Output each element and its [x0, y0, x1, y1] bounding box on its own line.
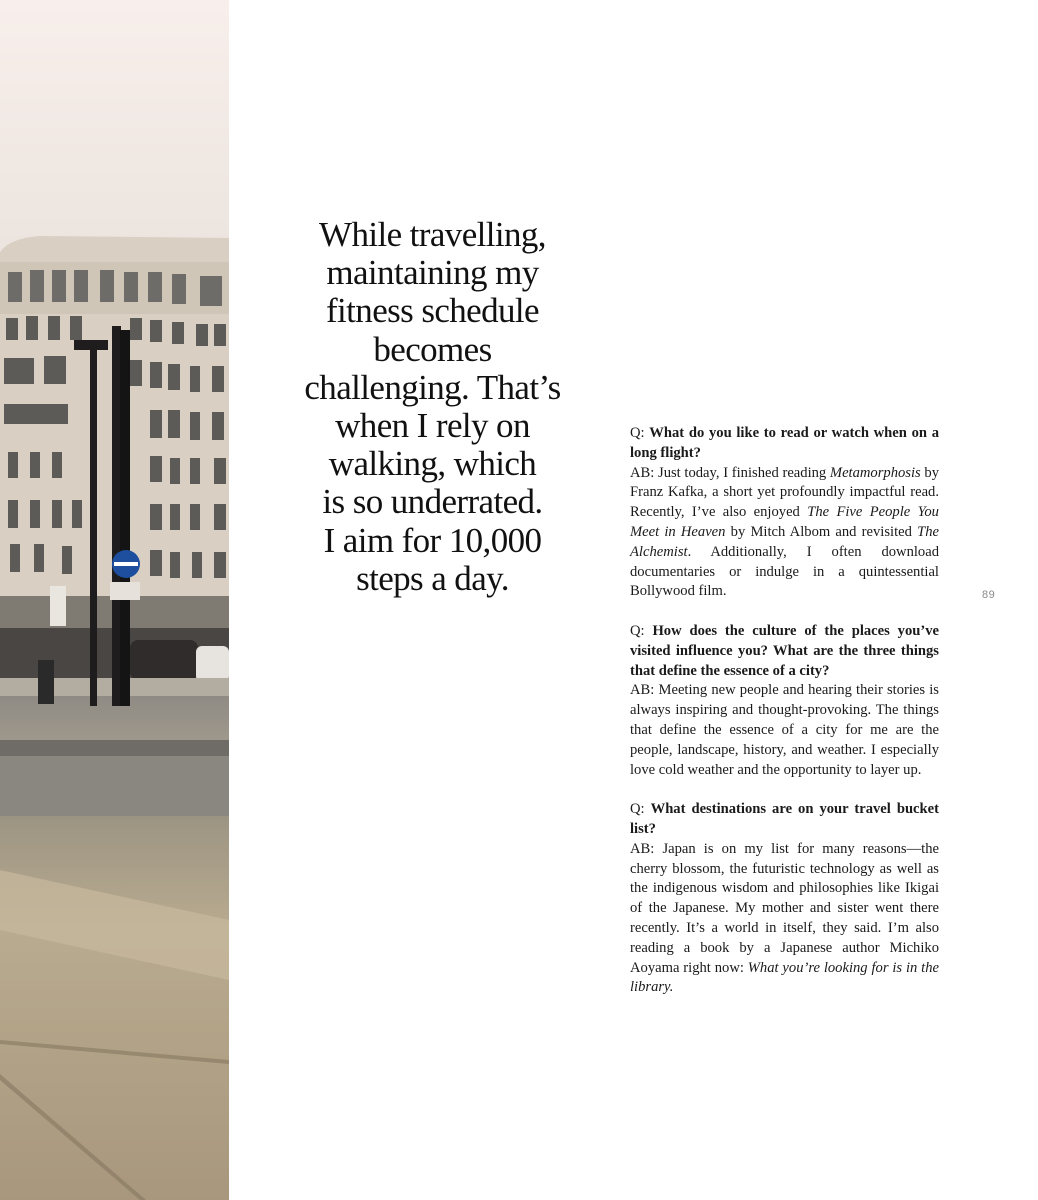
pull-quote-line: when I rely on	[335, 406, 530, 446]
pull-quote-line: fitness schedule	[326, 291, 539, 331]
qa-block	[630, 622, 939, 780]
page-number: 89	[982, 589, 996, 601]
pull-quote	[290, 216, 575, 598]
question-text: What do you like to read or watch when on a long flight?	[630, 425, 939, 461]
answer-title-italic: What you’re looking for is in the library.	[630, 959, 939, 996]
answer	[630, 681, 939, 780]
street-photo	[0, 0, 229, 1200]
answer-title-italic: Metamorphosis	[829, 464, 921, 481]
pull-quote-line: I aim for 10,000	[323, 520, 542, 560]
answer-text: AB: Japan is on my list for many reasons—the cherry blossom, the futuristic technology as well as the indigenous wisdom and philosophies like Ikigai of the Japanese. My mother and sister went there recently. It’s a world in itself, they said. I’m also reading a book by a Japanese author Michiko Aoyama right now:	[630, 840, 939, 976]
qa-block	[630, 800, 939, 998]
answer-text: . Additionally, I often download documentaries or indulge in a quintessential Bollywood film.	[630, 543, 939, 600]
question-prefix: Q:	[630, 425, 645, 441]
pull-quote-line: walking, which	[328, 444, 537, 484]
pull-quote-line: becomes	[373, 329, 492, 369]
question-text: What destinations are on your travel bucket list?	[630, 801, 939, 837]
question-prefix: Q:	[630, 801, 645, 818]
answer	[630, 464, 939, 603]
qa-block	[630, 424, 939, 602]
answer-text: AB: Just today, I finished reading	[630, 464, 830, 481]
pull-quote-line: While travelling,	[319, 215, 546, 254]
pull-quote-line: steps a day.	[356, 558, 509, 598]
answer-text: AB: Meeting new people and hearing their stories is always inspiring and thought-provoking. The things that define the essence of a city for me are the people, landscape, history, and weather. I especially love cold weather and the opportunity to layer up.	[630, 682, 939, 778]
pull-quote-line: is so underrated.	[322, 482, 543, 522]
question-text: How does the culture of the places you’ve visited influence you? What are the three things that define the essence of a city?	[630, 622, 939, 679]
question-prefix: Q:	[630, 622, 645, 639]
answer-title-italic: The Alchemist	[630, 523, 939, 560]
question	[630, 424, 939, 464]
interview-column	[630, 424, 939, 1018]
street-photo-illustration	[0, 0, 229, 1200]
pull-quote-line: challenging. That’s	[304, 367, 561, 407]
answer-text: by Mitch Albom and revisited	[725, 523, 918, 540]
answer	[630, 840, 939, 998]
pull-quote-line: maintaining my	[326, 253, 539, 293]
question	[630, 622, 939, 681]
answer-title-italic: The Five People You Meet in Heaven	[630, 504, 939, 540]
question	[630, 800, 939, 840]
answer-text: by Franz Kafka, a short yet profoundly impactful read. Recently, I’ve also enjoyed	[630, 464, 939, 521]
